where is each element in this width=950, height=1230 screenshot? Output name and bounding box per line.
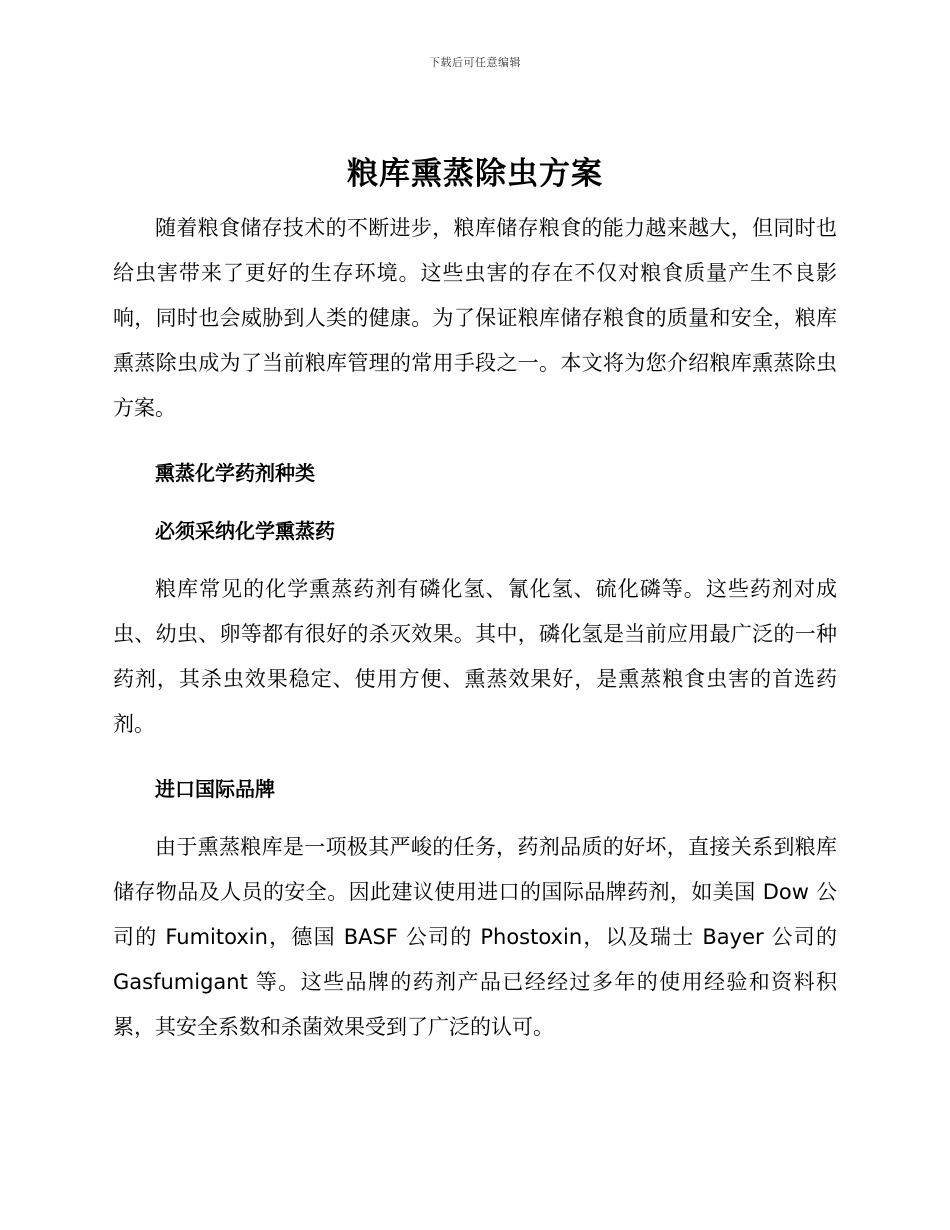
document-content [113, 148, 837, 1050]
spacer [113, 431, 837, 443]
subsection-heading-chemical: 必须采纳化学熏蒸药 [155, 519, 335, 543]
subsection-heading-brands: 进口国际品牌 [155, 777, 275, 801]
spacer [113, 747, 837, 759]
intro-paragraph: 随着粮食储存技术的不断进步，粮库储存粮食的能力越来越大，但同时也给虫害带来了更好的生存环境。这些虫害的存在不仅对粮食质量产生不良影响，同时也会威胁到人类的健康。为了保证粮库储存粮食的质量和安全，粮库熏蒸除虫成为了当前粮库管理的常用手段之一。本文将为您介绍粮库熏蒸除虫方案。 [113, 216, 837, 420]
subsection-body-brands: 由于熏蒸粮库是一项极其严峻的任务，药剂品质的好坏，直接关系到粮库储存物品及人员的安全。因此建议使用进口的国际品牌药剂，如美国 Dow 公司的 Fumitoxin，德国 BASF 公司的 Phostoxin，以及瑞士 Bayer 公司的 Gasfumigant 等。这些品牌的药剂产品已经经过多年的使用经验和资料积累，其安全系数和杀菌效果受到了广泛的认可。 [113, 835, 837, 1039]
document-title: 粮库熏蒸除虫方案 [347, 156, 603, 192]
subsection-body-chemical: 粮库常见的化学熏蒸药剂有磷化氢、氰化氢、硫化磷等。这些药剂对成虫、幼虫、卵等都有很好的杀灭效果。其中，磷化氢是当前应用最广泛的一种药剂，其杀虫效果稳定、使用方便、熏蒸效果好，是熏蒸粮食虫害的首选药剂。 [113, 577, 837, 736]
header-note: 下载后可任意编辑 [429, 56, 521, 69]
section-heading: 熏蒸化学药剂种类 [155, 461, 315, 485]
